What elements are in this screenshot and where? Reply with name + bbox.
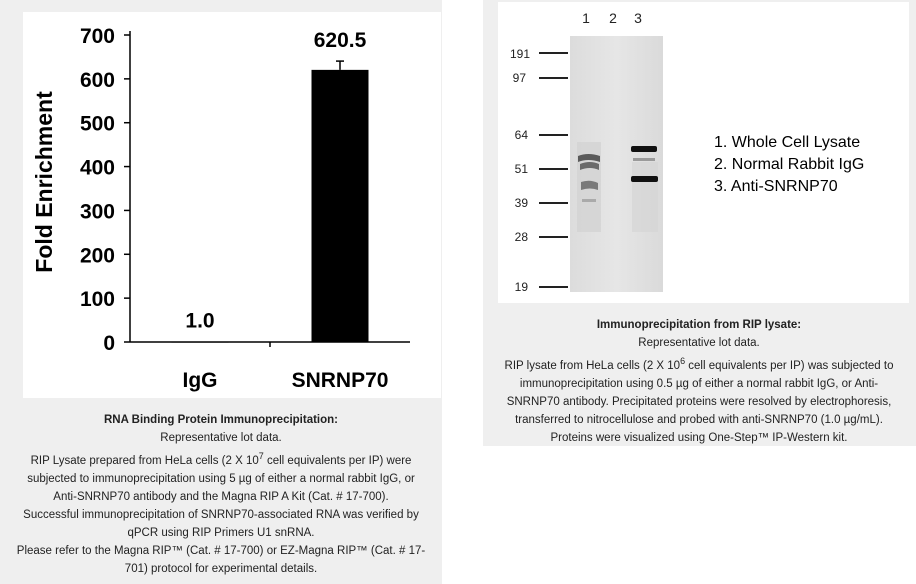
bar-chart (0, 0, 442, 400)
data-label: 620.5 (313, 29, 367, 53)
x-tick-label: SNRNP70 (291, 369, 389, 392)
bar-igg (172, 342, 229, 343)
marker-label-97: 97 (512, 71, 526, 85)
left-caption (4, 411, 438, 578)
marker-label-191: 191 (509, 47, 530, 61)
western-blot (498, 2, 909, 303)
data-label: 1.0 (185, 309, 215, 333)
left-caption-line: RIP Lysate prepared from HeLa cells (2 X $10^7$ cell equivalents per IP) were (30, 451, 412, 467)
y-tick-label: 700 (79, 25, 115, 48)
lane-1-band-faint (582, 199, 596, 202)
right-caption-title: Immunoprecipitation from RIP lysate: (596, 319, 802, 331)
lane-3-band-upper (631, 146, 657, 152)
lane-number-2: 2 (609, 10, 617, 26)
left-caption-line: 701) protocol for experimental details. (124, 562, 318, 575)
y-tick-label: 0 (103, 332, 115, 355)
left-caption-line: Anti-SNRNP70 antibody and the Magna RIP A Kit (Cat. # 17-700). (53, 490, 389, 503)
y-tick-label: 300 (79, 200, 115, 224)
left-caption-line: qPCR using RIP Primers U1 snRNA. (127, 526, 315, 539)
y-tick-label: 600 (79, 68, 115, 92)
lane-3-smear (632, 162, 658, 232)
right-caption-line: immunoprecipitation using 0.5 µg of either a normal rabbit IgG, or Anti- (519, 377, 879, 390)
marker-label-39: 39 (514, 196, 528, 210)
y-tick-label: 100 (79, 288, 115, 312)
right-caption-line: Representative lot data. (638, 337, 760, 349)
left-caption-line: Representative lot data. (160, 432, 282, 444)
y-tick-label: 200 (79, 244, 115, 268)
marker-label-51: 51 (514, 162, 528, 176)
marker-label-19: 19 (514, 280, 528, 294)
y-axis-label: Fold Enrichment (31, 91, 57, 273)
lane-number-3: 3 (634, 10, 642, 26)
marker-label-64: 64 (514, 128, 528, 142)
right-caption-line: transferred to nitrocellulose and probed with anti-SNRNP70 (1.0 µg/mL). (515, 413, 883, 426)
lane-3-band-lower (631, 176, 658, 182)
lane-number-1: 1 (582, 10, 590, 26)
marker-label-28: 28 (514, 230, 528, 244)
left-caption-line: subjected to immunoprecipitation using 5 µg of either a normal rabbit IgG, or (27, 472, 415, 485)
x-tick-label: IgG (182, 369, 218, 392)
blot-legend-item-2: 2. Normal Rabbit IgG (714, 156, 865, 173)
bar-snrnp70 (312, 70, 369, 342)
blot-legend-item-3: 3. Anti-SNRNP70 (714, 178, 838, 195)
y-tick-label: 400 (79, 156, 115, 180)
left-caption-title: RNA Binding Protein Immunoprecipitation: (103, 414, 339, 426)
right-caption-line: SNRNP70 antibody. Precipitated proteins were resolved by electrophoresis, (506, 395, 892, 408)
right-caption-line: Proteins were visualized using One-Step™ IP-Western kit. (550, 431, 848, 444)
left-caption-line: Successful immunoprecipitation of SNRNP70-associated RNA was verified by (23, 508, 419, 521)
y-tick-label: 500 (79, 112, 115, 136)
left-caption-line: Please refer to the Magna RIP™ (Cat. # 17-700) or EZ-Magna RIP™ (Cat. # 17- (16, 544, 426, 557)
blot-legend-item-1: 1. Whole Cell Lysate (714, 134, 861, 151)
lane-3-band-faint (633, 158, 655, 161)
right-caption (484, 316, 914, 447)
right-caption-line: RIP lysate from HeLa cells (2 X $10^6$ cell equivalents per IP) was subjected to (504, 356, 894, 372)
